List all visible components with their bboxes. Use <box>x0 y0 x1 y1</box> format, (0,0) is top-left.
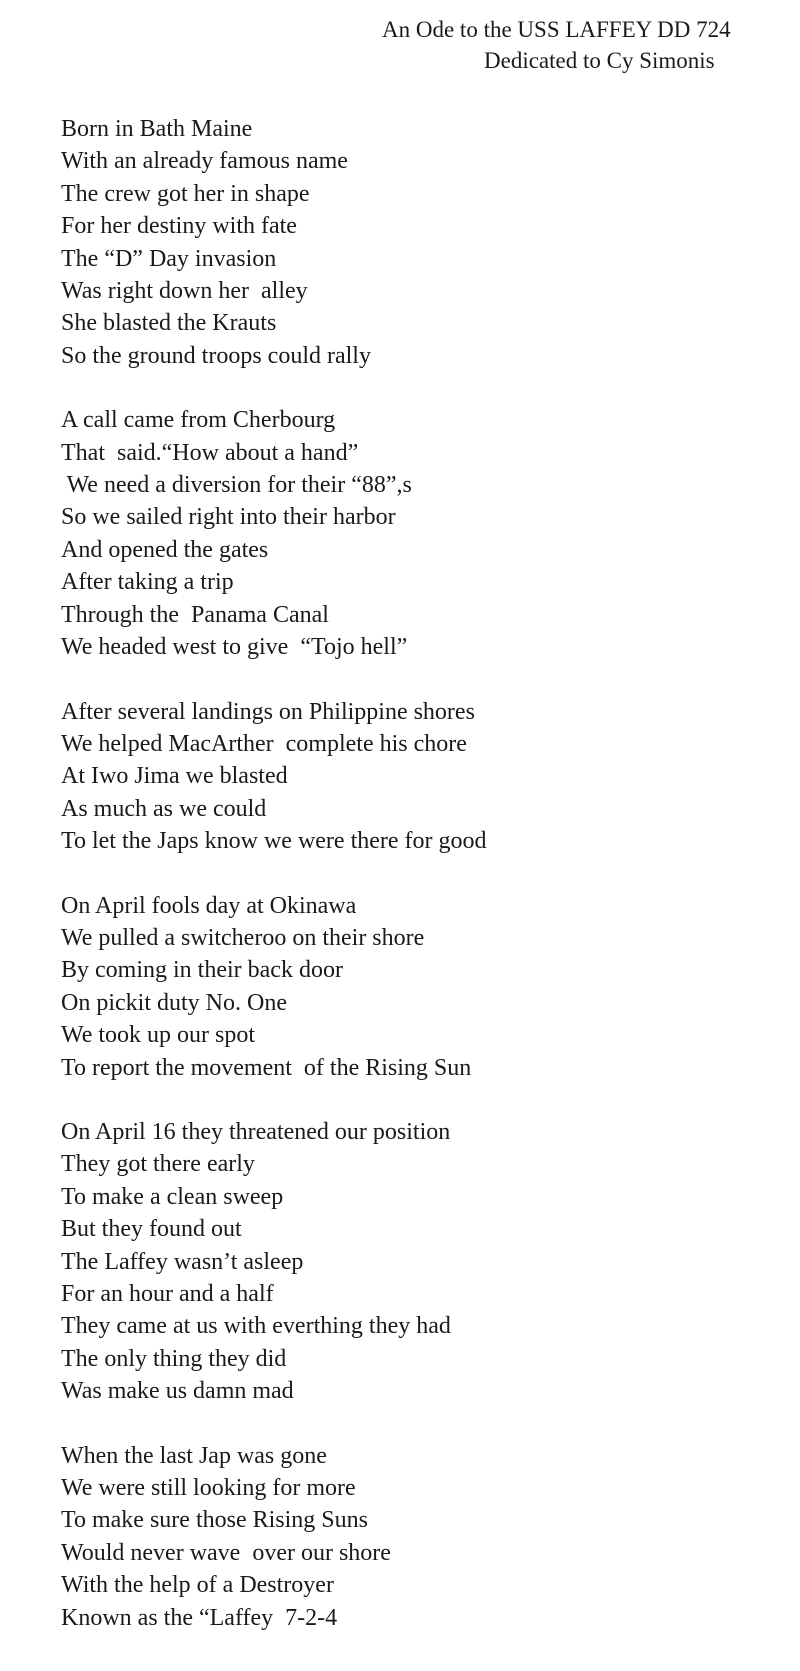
poem-line: They got there early <box>61 1151 255 1178</box>
poem-line: Born in Bath Maine <box>61 116 253 142</box>
poem-line: We headed west to give “Tojo hell” <box>61 634 408 661</box>
poem-stanza <box>61 890 721 1084</box>
poem-line: The only thing they did <box>61 1345 287 1372</box>
poem-stanza <box>61 1440 721 1634</box>
poem-line: By coming in their back door <box>61 957 343 984</box>
poem-stanza <box>61 1116 721 1408</box>
poem-stanza <box>61 113 721 372</box>
poem-line: The “D” Day invasion <box>61 245 277 272</box>
poem-line: We helped MacArther complete his chore <box>61 730 467 757</box>
poem-line: The crew got her in shape <box>61 180 310 207</box>
poem-line: At Iwo Jima we blasted <box>61 763 288 790</box>
poem-line: To make a clean sweep <box>61 1183 284 1210</box>
poem-line: But they found out <box>61 1216 242 1243</box>
poem-line: We need a diversion for their “88”,s <box>61 472 412 499</box>
poem-stanza <box>61 404 721 663</box>
poem-stanza <box>61 696 721 858</box>
poem-line: To report the movement of the Rising Sun <box>61 1054 472 1081</box>
poem-line: For her destiny with fate <box>61 213 297 240</box>
poem-dedication: Dedicated to Cy Simonis <box>484 48 715 73</box>
poem-line: When the last Jap was gone <box>61 1442 327 1469</box>
poem-line: Through the Panama Canal <box>61 601 329 628</box>
poem-line: For an hour and a half <box>61 1281 274 1307</box>
poem-line: Known as the “Laffey 7-2-4 <box>61 1604 338 1631</box>
poem-line: With the help of a Destroyer <box>61 1572 334 1599</box>
poem-line: On April 16 they threatened our position <box>61 1118 451 1145</box>
poem-line: To let the Japs know we were there for good <box>61 828 487 855</box>
title-block <box>380 14 800 76</box>
poem-line: We were still looking for more <box>61 1475 356 1502</box>
poem-line: Was right down her alley <box>61 278 308 305</box>
poem-line: As much as we could <box>61 795 267 822</box>
poem-line: We took up our spot <box>61 1022 256 1049</box>
poem-line: With an already famous name <box>61 148 348 175</box>
poem-body <box>61 113 721 1666</box>
poem-line: She blasted the Krauts <box>61 310 277 337</box>
poem-line: After taking a trip <box>61 569 234 596</box>
poem-line: And opened the gates <box>61 536 269 563</box>
poem-line: So the ground troops could rally <box>61 342 371 369</box>
poem-line: After several landings on Philippine shores <box>61 698 475 725</box>
poem-title: An Ode to the USS LAFFEY DD 724 <box>382 17 731 42</box>
poem-line: On April fools day at Okinawa <box>61 892 357 919</box>
poem-line: The Laffey wasn’t asleep <box>61 1248 304 1275</box>
poem-line: We pulled a switcheroo on their shore <box>61 924 425 951</box>
poem-line: To make sure those Rising Suns <box>61 1507 368 1534</box>
poem-line: So we sailed right into their harbor <box>61 504 396 531</box>
poem-line: They came at us with everthing they had <box>61 1313 451 1340</box>
poem-line: That said.“How about a hand” <box>61 439 359 466</box>
poem-line: A call came from Cherbourg <box>61 407 336 434</box>
poem-line: Was make us damn mad <box>61 1378 294 1405</box>
poem-line: Would never wave over our shore <box>61 1539 391 1566</box>
poem-line: On pickit duty No. One <box>61 989 287 1016</box>
